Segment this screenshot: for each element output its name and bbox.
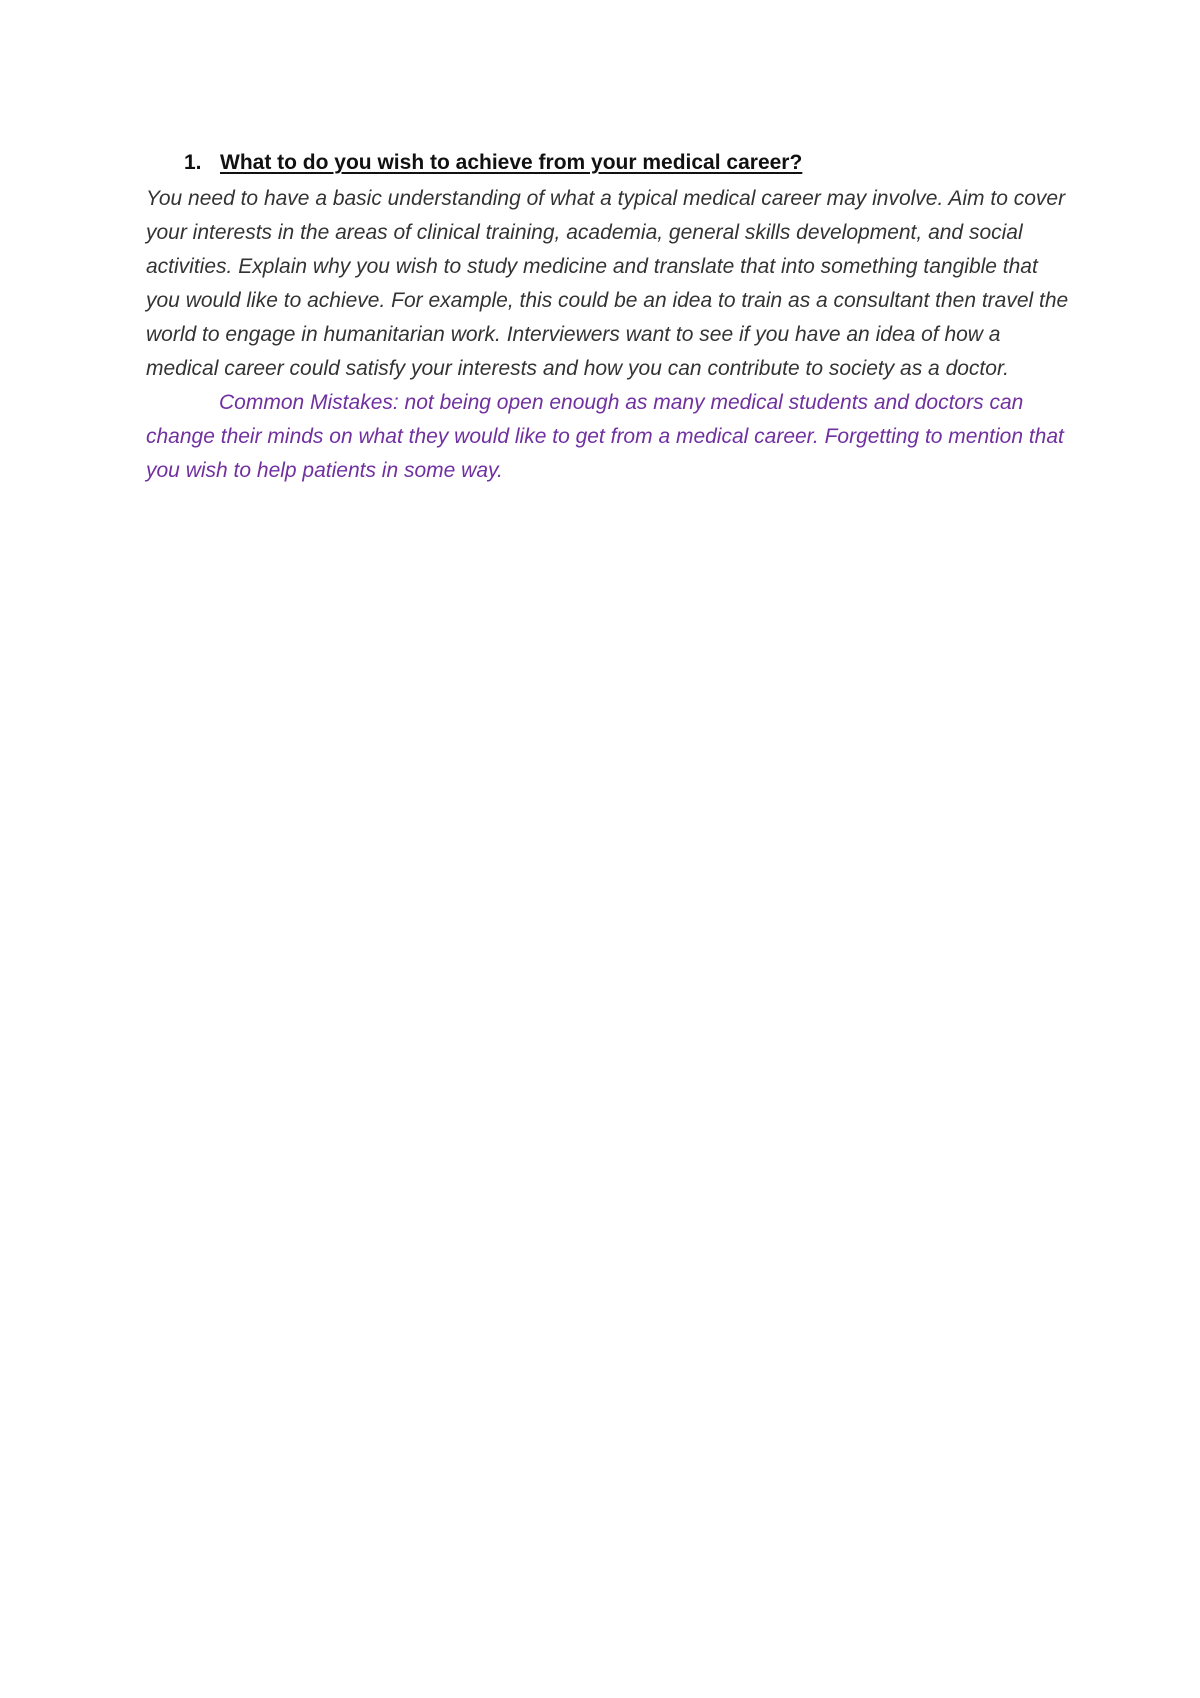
document-content <box>146 146 1076 488</box>
guidance-paragraph: You need to have a basic understanding of what a typical medical career may involve. Aim to cover your interests in the areas of clinical training, academia, general skills development, and social activities. Explain why you wish to study medicine and translate that into something tangible that you would like to achieve. For example, this could be an idea to train as a consultant then travel the world to engage in humanitarian work. Interviewers want to see if you have an idea of how a medical career could satisfy your interests and how you can contribute to society as a doctor. <box>146 187 1069 380</box>
common-mistakes-paragraph: Common Mistakes: not being open enough as many medical students and doctors can change their minds on what they would like to get from a medical career. Forgetting to mention that you wish to help patients in some way. <box>146 391 1064 482</box>
question-number: 1. <box>184 151 202 174</box>
question-heading <box>184 146 1076 180</box>
question-title: What to do you wish to achieve from your medical career? <box>220 151 803 174</box>
